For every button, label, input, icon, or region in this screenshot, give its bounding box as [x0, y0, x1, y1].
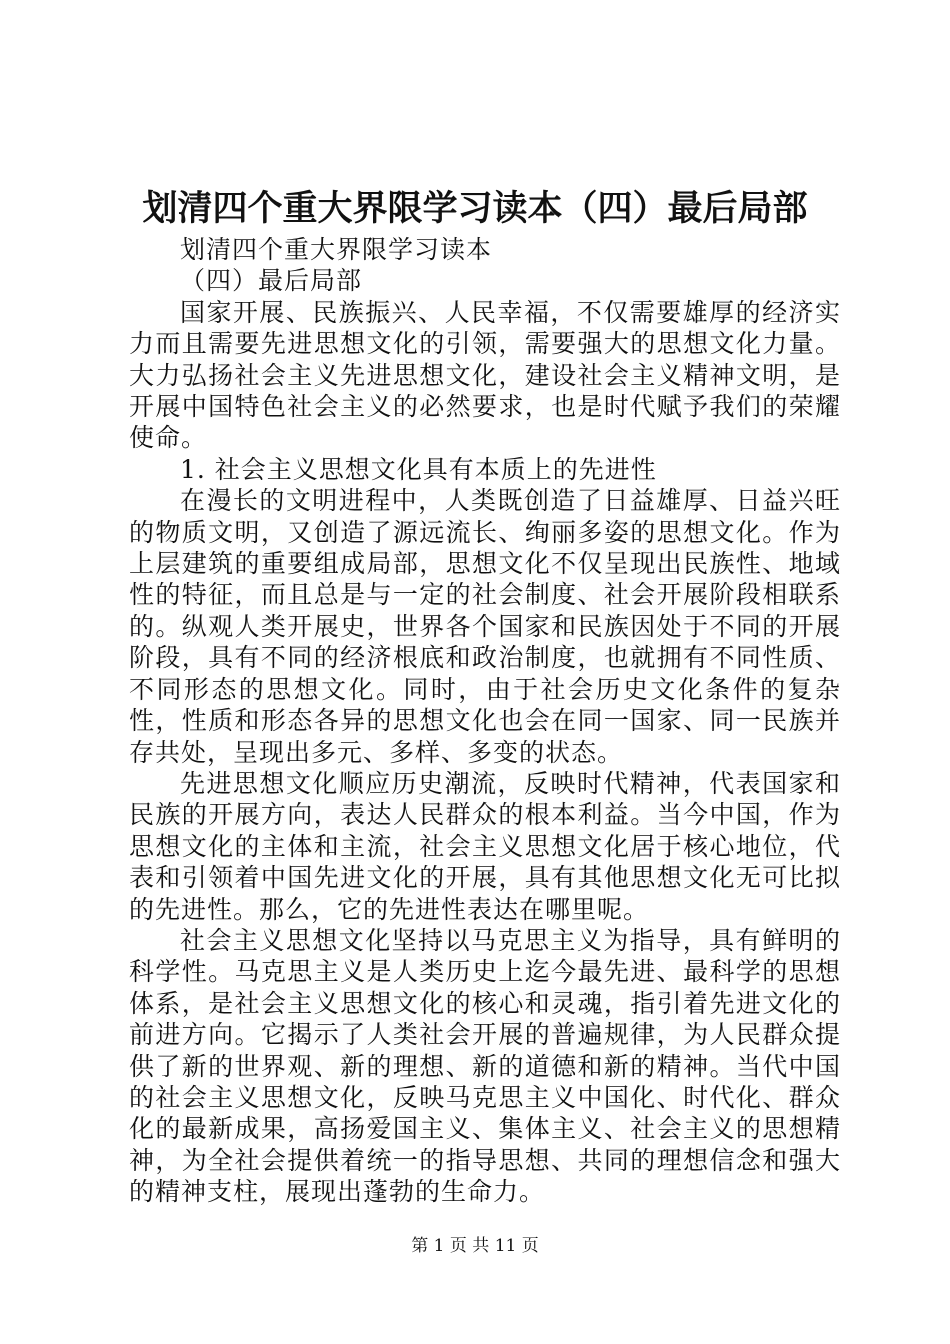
- paragraph-civilization: 在漫长的文明进程中，人类既创造了日益雄厚、日益兴旺的物质文明，又创造了源远流长、绚丽多姿的思想文化。作为上层建筑的重要组成局部，思想文化不仅呈现出民族性、地域性的特征，而且总是与一定的社会制度、社会开展阶段相联系的。纵观人类开展史，世界各个国家和民族因处于不同的开展阶段，具有不同的经济根底和政治制度，也就拥有不同性质、不同形态的思想文化。同时，由于社会历史文化条件的复杂性，性质和形态各异的思想文化也会在同一国家、同一民族并存共处，呈现出多元、多样、多变的状态。: [129, 486, 841, 767]
- section-heading: 1. 社会主义思想文化具有本质上的先进性: [180, 454, 657, 484]
- subtitle-line-1: 划清四个重大界限学习读本: [180, 235, 493, 264]
- document-title: 划清四个重大界限学习读本（四）最后局部: [142, 188, 808, 229]
- page-footer: 第 1 页 共 11 页: [411, 1236, 539, 1256]
- subtitle-line-2: （四）最后局部: [180, 266, 363, 296]
- paragraph-intro: 国家开展、民族振兴、人民幸福，不仅需要雄厚的经济实力而且需要先进思想文化的引领，需要强大的思想文化力量。大力弘扬社会主义先进思想文化，建设社会主义精神文明，是开展中国特色社会主义的必然要求，也是时代赋予我们的荣耀使命。: [129, 297, 841, 453]
- document-body: [129, 234, 841, 1208]
- paragraph-marxism: 社会主义思想文化坚持以马克思主义为指导，具有鲜明的科学性。马克思主义是人类历史上迄今最先进、最科学的思想体系，是社会主义思想文化的核心和灵魂，指引着先进文化的前进方向。它揭示了人类社会开展的普遍规律，为人民群众提供了新的世界观、新的理想、新的道德和新的精神。当代中国的社会主义思想文化，反映马克思主义中国化、时代化、群众化的最新成果，高扬爱国主义、集体主义、社会主义的思想精神，为全社会提供着统一的指导思想、共同的理想信念和强大的精神支柱，展现出蓬勃的生命力。: [129, 925, 841, 1207]
- paragraph-advanced-culture: 先进思想文化顺应历史潮流，反映时代精神，代表国家和民族的开展方向，表达人民群众的根本利益。当今中国，作为思想文化的主体和主流，社会主义思想文化居于核心地位，代表和引领着中国先进文化的开展，具有其他思想文化无可比拟的先进性。那么，它的先进性表达在哪里呢。: [129, 768, 841, 924]
